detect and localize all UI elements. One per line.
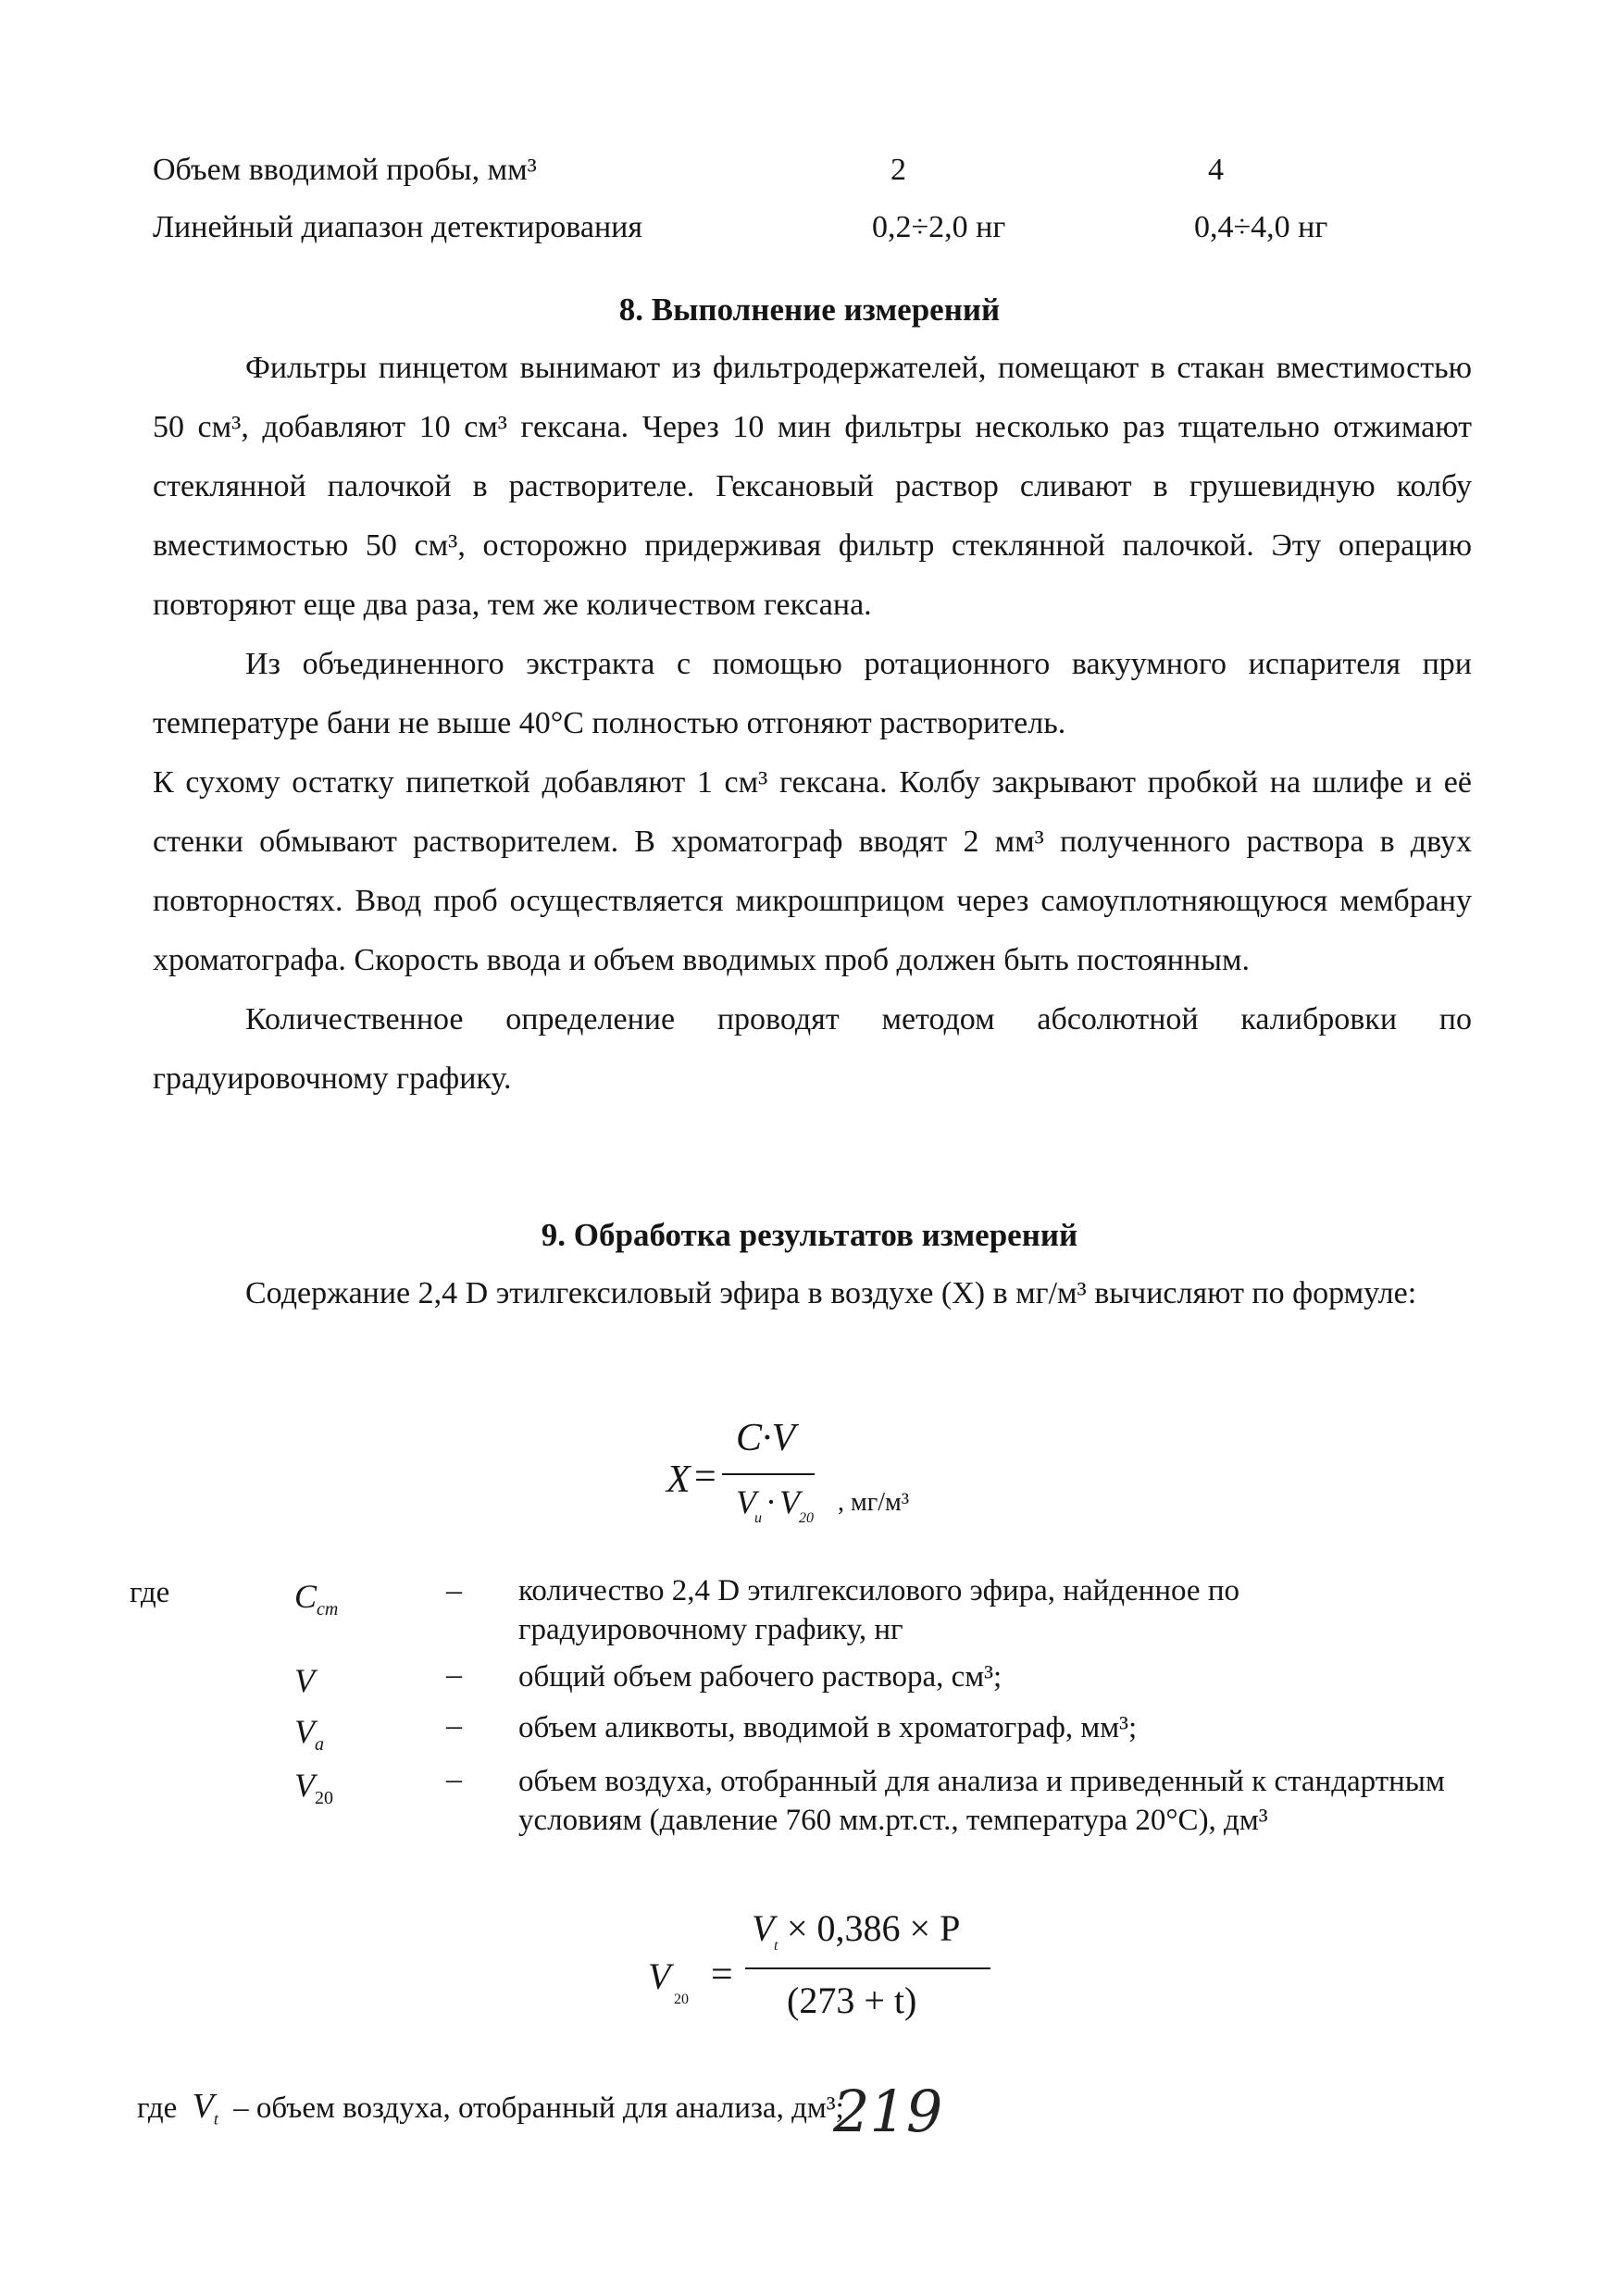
formula-x-numerator: C·V <box>736 1417 796 1459</box>
table-cell: 0,2÷2,0 нг <box>872 210 1006 244</box>
formula-x-den-dot: · <box>766 1483 777 1520</box>
where-label: где <box>130 1576 170 1609</box>
formula-v20 <box>639 1906 1046 2045</box>
def-text: количество 2,4 D этилгексилового эфира, найденное по градуировочному графику, нг <box>518 1574 1239 1646</box>
formula-v20-num-var: V <box>752 1907 775 1949</box>
formula-x-den-b-sub: 20 <box>799 1510 814 1526</box>
section-8-paragraph-3: К сухому остатку пипеткой добавляют 1 см³ гексана. Колбу закрывают пробкой на шлифе и её стенки обмывают растворителем. В хроматограф вводят 2 мм³ полученного раствора в двух повторностях. Ввод проб осуществляется микрошприцом через самоуплотняющуюся мембрану хроматографа. Скорость ввода и объем вводимых проб должен быть постоянным. <box>153 765 1472 977</box>
formula-v20-numerator: × 0,386 × P <box>787 1907 961 1949</box>
formula-v20-denominator: (273 + t) <box>787 1980 917 2021</box>
formula-x-den-a-sub: и <box>754 1510 762 1526</box>
formula-x-equals: = <box>694 1456 716 1498</box>
formula-v20-num-var-sub: t <box>774 1938 778 1954</box>
last-line-symbol: V <box>192 2087 214 2126</box>
section-8-paragraph-1: Фильтры пинцетом вынимают из фильтродержателей, помещают в стакан вместимостью 50 см³, добавляют 10 см³ гексана. Через 10 мин фильтры несколько раз тщательно отжимают стеклянной палочкой в растворителе. Гексановый раствор сливают в грушевидную колбу вместимостью 50 см³, осторожно придерживая фильтр стеклянной палочкой. Эту операцию повторяют еще два раза, тем же количеством гексана. <box>153 351 1472 622</box>
def-dash: – <box>446 1657 462 1692</box>
table-cell: 0,4÷4,0 нг <box>1194 210 1328 244</box>
def-dash: – <box>446 1573 462 1607</box>
table-cell: 4 <box>1208 153 1224 187</box>
section-9-paragraph-1: Содержание 2,4 D этилгексиловый эфира в воздухе (X) в мг/м³ вычисляют по формуле: <box>245 1276 1417 1310</box>
formula-v20-lhs: V <box>648 1955 671 1997</box>
formula-x-den-a: V <box>736 1483 756 1520</box>
last-line <box>137 2087 844 2139</box>
def-dash: – <box>446 1708 462 1743</box>
def-symbol: $V_a$ <box>294 1713 324 1756</box>
def-text: объем воздуха, отобранный для анализа и приведенный к стандартным условиям (давление 760 мм.рт.ст., температура 20°С), дм³ <box>518 1765 1445 1837</box>
def-text: общий объем рабочего раствора, см³; <box>518 1660 1003 1694</box>
def-symbol: $V_{20}$ <box>294 1767 333 1809</box>
formula-v20-lhs-sub: 20 <box>674 1992 689 2007</box>
section-8-paragraph-4: Количественное определение проводят методом абсолютной калибровки по градуировочному графику. <box>153 1002 1472 1096</box>
def-symbol: $C_{cm}$ <box>294 1578 339 1620</box>
def-dash: – <box>446 1762 462 1796</box>
formula-v20-fraction-line <box>745 1967 990 1969</box>
section-9-title: 9. Обработка результатов измерений <box>541 1217 1078 1253</box>
table-cell: 2 <box>890 153 906 187</box>
handwritten-page-number: 219 <box>833 2078 943 2145</box>
formula-x <box>648 1416 1018 1545</box>
def-text: объем аликвоты, вводимой в хроматограф, мм³; <box>518 1711 1138 1744</box>
formula-v20-equals: = <box>711 1954 733 1996</box>
def-symbol: V <box>294 1662 315 1699</box>
last-line-text: – объем воздуха, отобранный для анализа, дм³; <box>233 2091 844 2125</box>
formula-x-fraction-line <box>722 1473 815 1475</box>
formula-x-den-b: V <box>779 1483 800 1520</box>
formula-x-lhs: X <box>666 1458 691 1501</box>
table-row-label: Линейный диапазон детектирования <box>153 210 643 244</box>
last-line-symbol-sub: t <box>213 2109 218 2128</box>
table-row-label: Объем вводимой пробы, мм³ <box>153 153 537 187</box>
formula-x-unit: , мг/м³ <box>838 1488 910 1517</box>
section-8-title: 8. Выполнение измерений <box>618 292 1001 328</box>
section-8-paragraph-2: Из объединенного экстракта с помощью ротационного вакуумного испарителя при температуре бани не выше 40°С полностью отгоняют растворитель. <box>153 647 1472 740</box>
last-line-where: где <box>137 2091 178 2125</box>
